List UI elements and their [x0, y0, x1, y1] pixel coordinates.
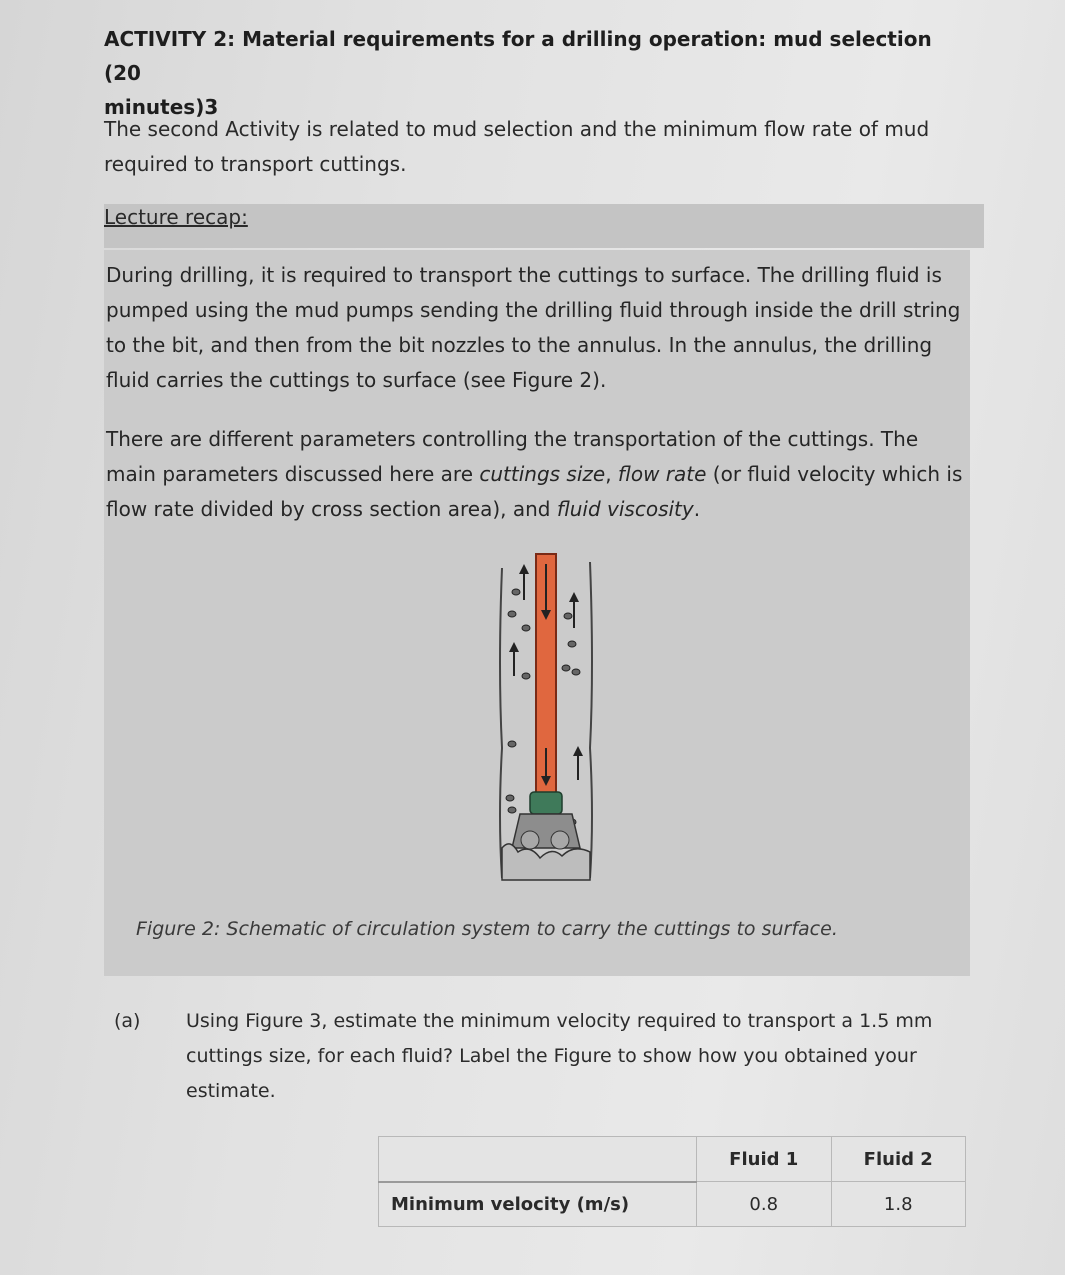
fluid-2-header: Fluid 2 [831, 1137, 966, 1182]
up-arrow-head-icon [519, 564, 529, 574]
table-corner-cell [379, 1137, 697, 1182]
para2-text: (or fluid velocity which is [706, 462, 963, 486]
up-arrow-head-icon [569, 592, 579, 602]
fluid-1-header: Fluid 1 [697, 1137, 832, 1182]
intro-paragraph [104, 112, 989, 182]
question-label: (a) [114, 1010, 141, 1032]
fluid-2-value[interactable]: 1.8 [831, 1182, 966, 1227]
para2-line-1: There are different parameters controlling the transportation of the cuttings. The [106, 427, 919, 451]
recap-paragraph-1 [106, 258, 986, 398]
velocity-table [378, 1136, 966, 1227]
para2-line-2 [106, 457, 986, 492]
up-arrow-head-icon [573, 746, 583, 756]
para1-line-4: fluid carries the cuttings to surface (see Figure 2). [106, 368, 607, 392]
lecture-recap-label: Lecture recap: [104, 205, 248, 229]
heading-line-1: ACTIVITY 2: Material requirements for a drilling operation: mud selection (20 [104, 27, 932, 85]
figure-caption: Figure 2: Schematic of circulation system to carry the cuttings to surface. [136, 918, 838, 940]
para2-text: , [605, 462, 618, 486]
min-velocity-label: Minimum velocity (m/s) [379, 1182, 697, 1227]
para2-text: flow rate divided by cross section area), and [106, 497, 557, 521]
heading-line-2: minutes)3 [104, 95, 219, 119]
wellbore-right-wall [590, 562, 592, 878]
question-line-1 [114, 1004, 970, 1039]
bit-cone [521, 831, 539, 849]
question-line-3: estimate. [186, 1080, 276, 1102]
intro-line-2: required to transport cuttings. [104, 152, 407, 176]
fluid-viscosity-term: fluid viscosity [556, 497, 694, 521]
para2-text: . [693, 497, 701, 521]
table-header-row [379, 1137, 966, 1182]
activity-heading [104, 22, 964, 124]
flow-rate-term: flow rate [617, 462, 707, 486]
para1-line-2: pumped using the mud pumps sending the drilling fluid through inside the drill string [106, 298, 961, 322]
question-a [114, 1004, 970, 1109]
para2-text: main parameters discussed here are [106, 462, 480, 486]
question-line-2: cuttings size, for each fluid? Label the Figure to show how you obtained your [186, 1045, 917, 1067]
question-text-1: Using Figure 3, estimate the minimum velocity required to transport a 1.5 mm [186, 1010, 933, 1032]
cuttings-size-term: cuttings size [479, 462, 606, 486]
bit-cone [551, 831, 569, 849]
up-arrow-head-icon [509, 642, 519, 652]
table-row [379, 1182, 966, 1227]
circulation-schematic [490, 548, 600, 888]
formation-rock [502, 844, 590, 880]
drill-bit-sub [530, 792, 562, 814]
recap-paragraph-2 [106, 422, 986, 527]
para1-line-3: to the bit, and then from the bit nozzles to the annulus. In the annulus, the drilling [106, 333, 933, 357]
intro-line-1: The second Activity is related to mud selection and the minimum flow rate of mud [104, 117, 930, 141]
para2-line-3 [106, 492, 986, 527]
wellbore-left-wall [500, 568, 502, 878]
fluid-1-value[interactable]: 0.8 [697, 1182, 832, 1227]
para1-line-1: During drilling, it is required to transport the cuttings to surface. The drilling fluid is [106, 263, 942, 287]
